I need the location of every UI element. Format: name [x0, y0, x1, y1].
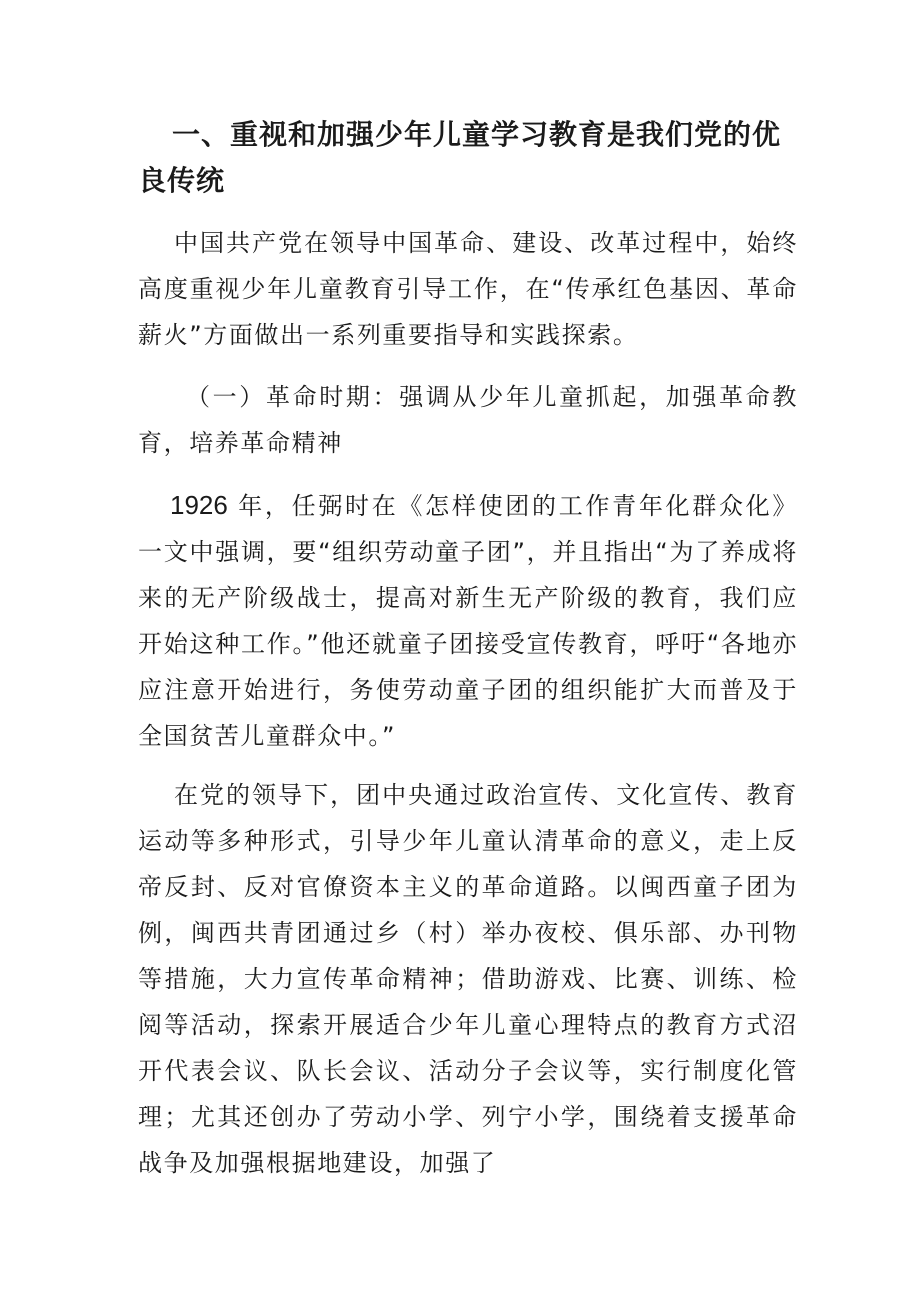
- intro-paragraph: 中国共产党在领导中国革命、建设、改革过程中，始终高度重视少年儿童教育引导工作，在“传承红色基因、革命薪火”方面做出一系列重要指导和实践探索。: [138, 229, 798, 349]
- party-leadership-paragraph: 在党的领导下，团中央通过政治宣传、文化宣传、教育运动等多种形式，引导少年儿童认清革命的意义，走上反帝反封、反对官僚资本主义的革命道路。以闽西童子团为例，闽西共青团通过乡（村）举办夜校、俱乐部、办刊物等措施，大力宣传革命精神；借助游戏、比赛、训练、检阅等活动，探索开展适合少年儿童心理特点的教育方式沼开代表会议、队长会议、活动分子会议等，实行制度化管理；尤其还创办了劳动小学、列宁小学，围绕着支援革命战争及加强根据地建设，加强了: [138, 781, 798, 1177]
- paragraph-1926-text: 年，任弼时在《怎样使团的工作青年化群众化》一文中强调，要“组织劳动童子团”，并且指出“为了养成将来的无产阶级战士，提高对新生无产阶级的教育，我们应开始这种工作。”他还就童子团接受宣传教育，呼吁“各地亦应注意开始进行，务使劳动童子团的组织能扩大而普及于全国贫苦儿童群众中。”: [138, 492, 798, 750]
- year-number: 1926: [170, 490, 228, 520]
- section-heading: 一、重视和加强少年儿童学习教育是我们党的优良传统: [138, 118, 782, 197]
- paragraph-1926: [138, 482, 798, 759]
- subsection-heading: （一）革命时期：强调从少年儿童抓起，加强革命教育，培养革命精神: [138, 383, 798, 457]
